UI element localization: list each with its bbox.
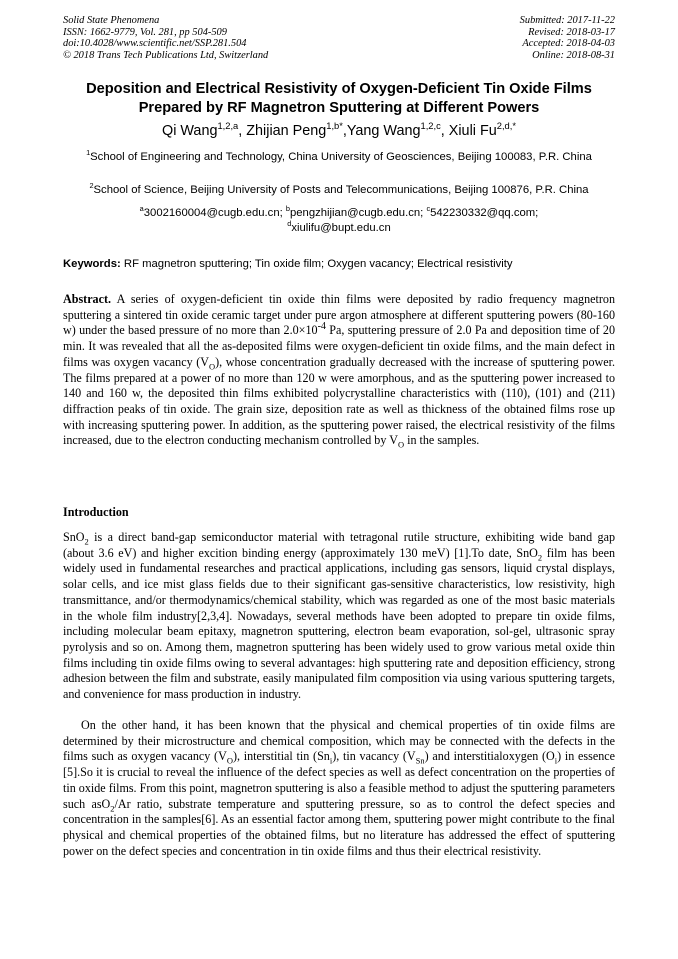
paragraph-text: is a direct band-gap semiconductor material with tetragonal rutile structure, exhibiting wide band gap (about 3.6 eV) and higher excition binding energy (approximately 130 meV) [1].To date, SnO (63, 530, 615, 560)
author-separator: , (238, 123, 247, 139)
keywords-text: RF magnetron sputtering; Tin oxide film; Oxygen vacancy; Electrical resistivity (123, 258, 513, 270)
journal-issn: ISSN: 1662-9779, Vol. 281, pp 504-509 (63, 26, 227, 38)
journal-header (63, 15, 268, 61)
paragraph-subscript: 2 (84, 536, 89, 547)
abstract-label: Abstract. (63, 292, 112, 306)
paragraph-text: film has been widely used in fundamental researches and practical applications, including gas sensors, liquid crystal displays, solar cells, and ice mist glass fields due to their significant gas-sensitive characteristics, low resistivity, high transmittance, and/or thermodynamics/chemical stability, which was regarded as one of the most basic materials in the whole film industry[2,3,4]. Nowadays, several methods have been adopted to prepare tin oxide films, including molecular beam epitaxy, magnetron sputtering, electron beam evaporation, sol-gel, ultrasonic spray pyrolysis and so on. Among them, magnetron sputtering has been widely used to grow various metal oxide thin films including tin oxide films owing to several advantages: high sputtering rate and deposition efficiency, strong adhesion between the film and substrate, easily manipulated film composition via using various sputtering targets, and convenience for mass production in industry. (63, 545, 616, 702)
abstract (63, 292, 615, 449)
online-date: Online: 2018-08-31 (532, 49, 615, 61)
introduction-paragraph-1 (63, 530, 615, 703)
author-name: Yang Wang (346, 123, 421, 139)
email-marker: a (139, 204, 144, 214)
abstract-text: ), whose concentration gradually decreased with the increase of sputtering power. The films prepared at a power of no more than 120 w were amorphous, and as the sputtering power increased to 140 and 160 w, the deposited thin films exhibited polycrystalline characteristics with (110), (101) and (211) diffraction peaks of tin oxide. The grain size, deposition rate as well as thickness of the obtained films rose up with increasing sputtering power. In addition, as the sputtering power raised, the electrical resistivity of the films increased, due to the electron conducting mechanism controlled by V (63, 354, 615, 448)
affiliation-text: School of Science, Beijing University of Posts and Telecommunications, Beijing 100876, P.R. China (93, 184, 589, 196)
paragraph-text: On the other hand, it has been known that the physical and chemical properties of tin oxide films are determined by their microstructure and chemical composition, which may be connected with the defects in the films such as oxygen vacancy (V (63, 718, 615, 764)
email-line-2 (40, 221, 638, 236)
introduction-heading: Introduction (63, 505, 129, 519)
author-affiliation-marker: 1,2,a (217, 121, 239, 132)
email-address[interactable]: 542230332@qq.com; (430, 207, 539, 219)
email-address[interactable]: xiulifu@bupt.edu.cn (291, 222, 391, 234)
paragraph-text: ) in essence [5].So it is crucial to reveal the influence of the defect species as well as defect concentration on the properties of tin oxide films. From this point, magnetron sputtering is also a feasible method to adjust the sputtering parameters such asO (63, 749, 615, 811)
paragraph-text: ), interstitial tin (Sn (232, 749, 330, 764)
email-address[interactable]: pengzhijian@cugb.edu.cn; (289, 207, 427, 219)
keywords-label: Keywords: (63, 258, 121, 270)
email-line-1 (40, 206, 638, 221)
abstract-text: in the samples. (404, 433, 480, 448)
introduction-paragraph-2 (63, 718, 615, 859)
paragraph-text: SnO (63, 530, 85, 544)
affiliation-marker: 1 (86, 148, 91, 158)
abstract-subscript: O (397, 439, 405, 450)
author-list (40, 122, 638, 140)
author-affiliation-marker: 1,2,c (420, 121, 441, 132)
affiliation-2 (40, 183, 638, 198)
abstract-text: A series of oxygen-deficient tin oxide thin films were deposited by radio frequency magnetron sputtering a sintered tin oxide ceramic target under pure argon atmosphere at different sputtering powers (80-160 w) under the based pressure of no more than 2.0×10 (63, 292, 616, 338)
paragraph-subscript: i (329, 755, 333, 766)
journal-name: Solid State Phenomena (63, 15, 160, 26)
author-affiliation-marker: 1,b* (326, 121, 343, 132)
author-separator: , (342, 123, 347, 139)
paragraph-subscript: i (554, 755, 558, 766)
keywords (63, 257, 623, 272)
paragraph-text: /Ar ratio, substrate temperature and sputtering pressure, so as to control the defect species and concentration in the samples[6]. As an essential factor among them, sputtering power might contribute to the final physical and chemical properties of the obtained films, but no literature has addressed the effect of sputtering power on the defect species and concentration in tin oxide films and thus their electrical resistivity. (63, 796, 616, 858)
submitted-date: Submitted: 2017-11-22 (519, 15, 615, 26)
author-name: Xiuli Fu (448, 123, 497, 139)
journal-doi[interactable]: doi:10.4028/www.scientific.net/SSP.281.504 (63, 38, 247, 50)
revised-date: Revised: 2018-03-17 (528, 26, 615, 38)
paragraph-subscript: Sn (415, 755, 425, 766)
author-name: Zhijian Peng (246, 123, 327, 139)
affiliation-text: School of Engineering and Technology, China University of Geosciences, Beijing 100083, P.R. China (90, 151, 592, 163)
email-marker: d (287, 219, 292, 229)
email-marker: b (285, 204, 290, 214)
paper-title (40, 80, 638, 118)
dates-header (520, 15, 615, 61)
journal-copyright: © 2018 Trans Tech Publications Ltd, Switzerland (63, 49, 269, 61)
paragraph-subscript: 2 (110, 802, 115, 813)
abstract-subscript: O (209, 361, 216, 372)
affiliation-1 (80, 150, 598, 165)
author-separator: , (440, 123, 449, 139)
paragraph-subscript: O (226, 755, 233, 766)
author-emails (40, 206, 638, 236)
email-marker: c (426, 204, 431, 214)
paragraph-subscript: 2 (537, 552, 543, 563)
accepted-date: Accepted: 2018-04-03 (522, 38, 615, 50)
paragraph-text: ) and interstitialoxygen (O (424, 749, 555, 764)
email-address[interactable]: 3002160004@cugb.edu.cn; (143, 207, 286, 219)
paragraph-text: ), tin vacancy (V (332, 749, 416, 764)
affiliation-marker: 2 (89, 181, 94, 191)
author-affiliation-marker: 2,d,* (496, 121, 516, 132)
author-name: Qi Wang (162, 123, 218, 139)
title-line-1: Deposition and Electrical Resistivity of Oxygen-Deficient Tin Oxide Films (86, 81, 592, 97)
abstract-text: Pa, sputtering pressure of 2.0 Pa and deposition time of 20 min. It was revealed that all the as-deposited films were oxygen-deficient tin oxide films, and the main defect in films was oxygen vacancy (V (63, 323, 615, 369)
abstract-exponent: -4 (317, 321, 326, 333)
title-line-2: Prepared by RF Magnetron Sputtering at Different Powers (138, 100, 540, 116)
